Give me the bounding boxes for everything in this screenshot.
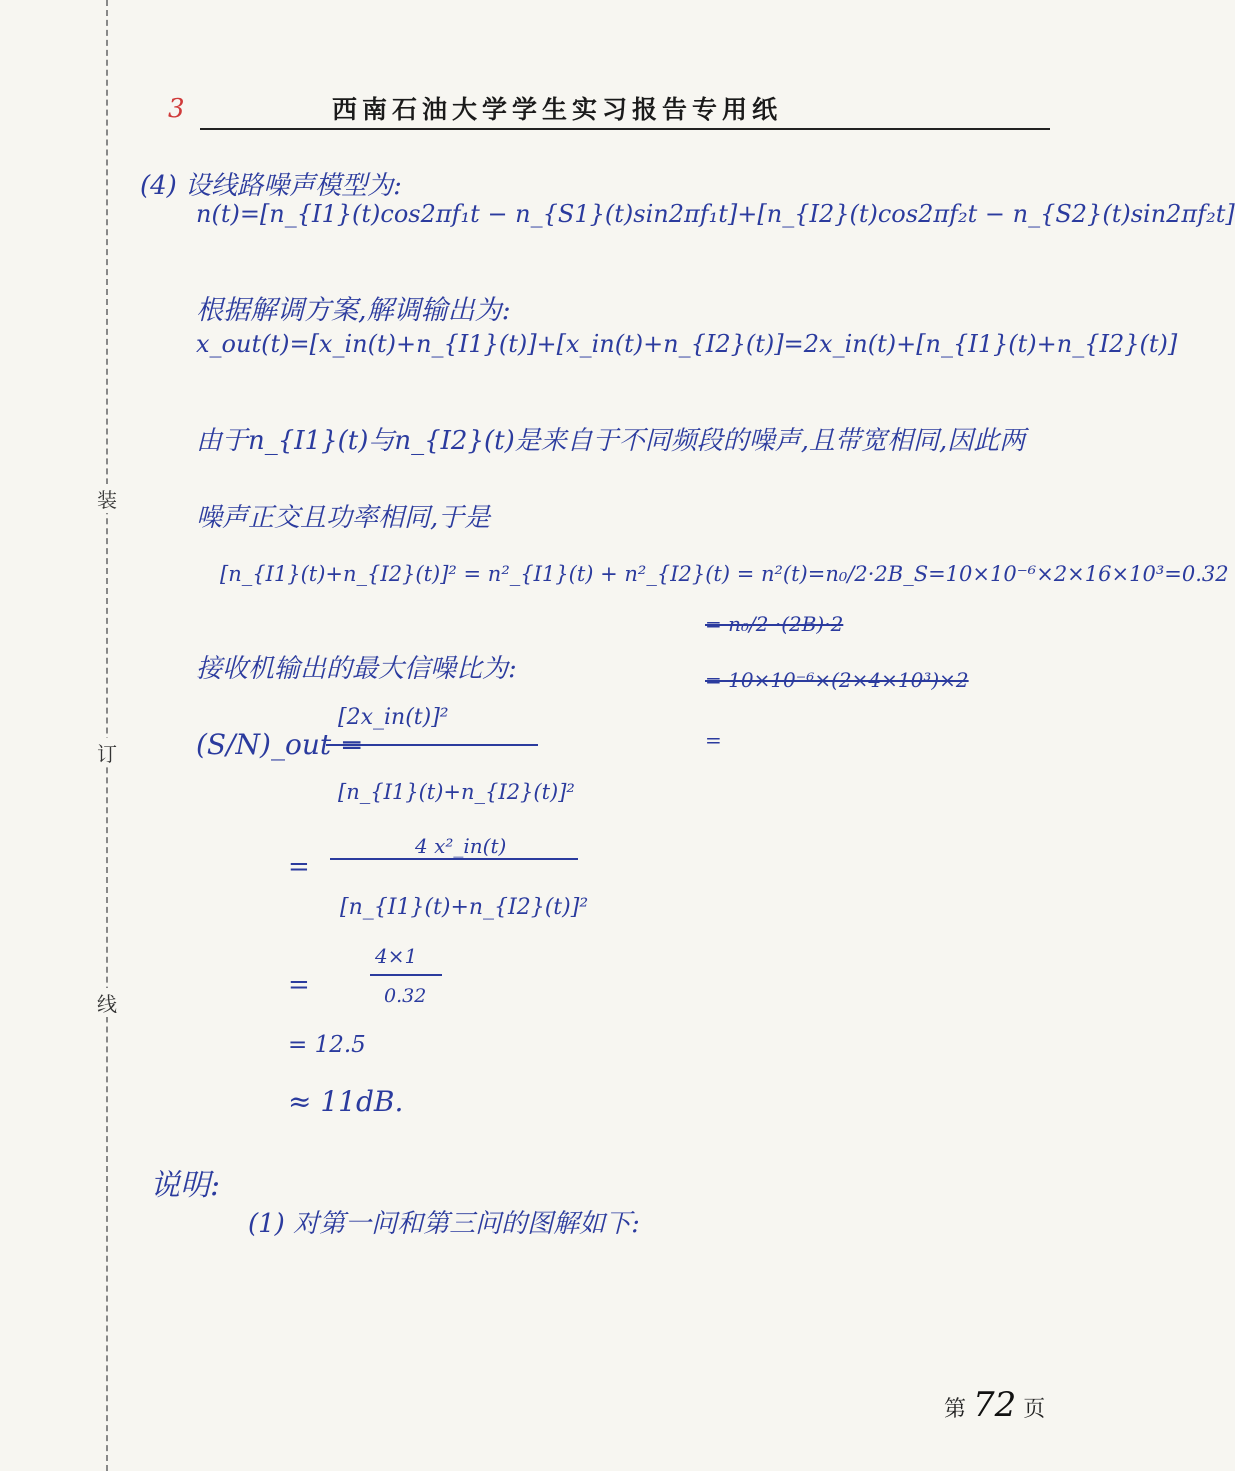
- result-db: ≈ 11dB.: [288, 1085, 404, 1118]
- equals-sign-2: =: [288, 852, 310, 882]
- demod-intro-line: 根据解调方案,解调输出为:: [196, 295, 511, 326]
- page-number-suffix: 页: [1023, 1397, 1046, 1422]
- page-number-prefix: 第: [944, 1397, 967, 1422]
- fraction-2-bar: [330, 858, 578, 860]
- fraction-1-numerator: [2x_in(t)]²: [338, 705, 449, 730]
- struck-calculation-2: = 10×10⁻⁶×(2×4×10³)×2: [705, 668, 969, 692]
- since-line-1: 由于n_{I1}(t)与n_{I2}(t)是来自于不同频段的噪声,且带宽相同,因此两: [196, 426, 1026, 456]
- fraction-1-denominator: [n_{I1}(t)+n_{I2}(t)]²: [338, 780, 575, 804]
- equals-sign-3: =: [288, 970, 310, 1000]
- fraction-1-bar: [326, 744, 538, 746]
- fraction-2-numerator: 4 x²_in(t): [415, 834, 507, 858]
- fraction-2-denominator: [n_{I1}(t)+n_{I2}(t)]²: [340, 895, 589, 920]
- page-number: [944, 1385, 1045, 1425]
- fraction-3-denominator: 0.32: [384, 985, 427, 1007]
- xout-equation: x_out(t)=[x_in(t)+n_{I1}(t)]+[x_in(t)+n_{I2}(t)]=2x_in(t)+[n_{I1}(t)+n_{I2}(t)]: [196, 330, 1178, 358]
- fraction-3-bar: [370, 974, 442, 976]
- since-line-2: 噪声正交且功率相同,于是: [196, 503, 491, 533]
- note-title: 说明:: [150, 1168, 221, 1203]
- binding-line: [106, 0, 108, 1471]
- stray-equals-mark: =: [705, 728, 722, 752]
- noise-model-equation: n(t)=[n_{I1}(t)cos2πf₁t − n_{S1}(t)sin2πf₁t]+[n_{I2}(t)cos2πf₂t − n_{S2}(t)sin2πf₂t]: [196, 200, 1235, 228]
- intro-line: (4) 设线路噪声模型为:: [140, 171, 402, 201]
- page-number-value: 72: [973, 1385, 1017, 1425]
- binding-char-ding: 订: [94, 738, 120, 767]
- header-title: 西南石油大学学生实习报告专用纸: [332, 95, 783, 124]
- page-mark: 3: [168, 94, 185, 124]
- snr-lhs: (S/N)_out =: [196, 728, 364, 761]
- fraction-3-numerator: 4×1: [375, 944, 418, 968]
- noise-power-equation: [n_{I1}(t)+n_{I2}(t)]² = n²_{I1}(t) + n²_{I2}(t) = n²(t)=n₀/2·2B_S=10×10⁻⁶×2×16×10³=0.32: [220, 562, 1229, 586]
- header-rule: [200, 128, 1050, 130]
- result-ratio: = 12.5: [288, 1032, 366, 1058]
- receiver-intro-line: 接收机输出的最大信噪比为:: [196, 654, 517, 684]
- binding-char-zhuang: 装: [94, 484, 120, 513]
- binding-char-xian: 线: [94, 988, 120, 1017]
- struck-calculation-1: = n₀/2 ·(2B)·2: [705, 612, 844, 636]
- note-item-1: (1) 对第一问和第三问的图解如下:: [248, 1209, 640, 1239]
